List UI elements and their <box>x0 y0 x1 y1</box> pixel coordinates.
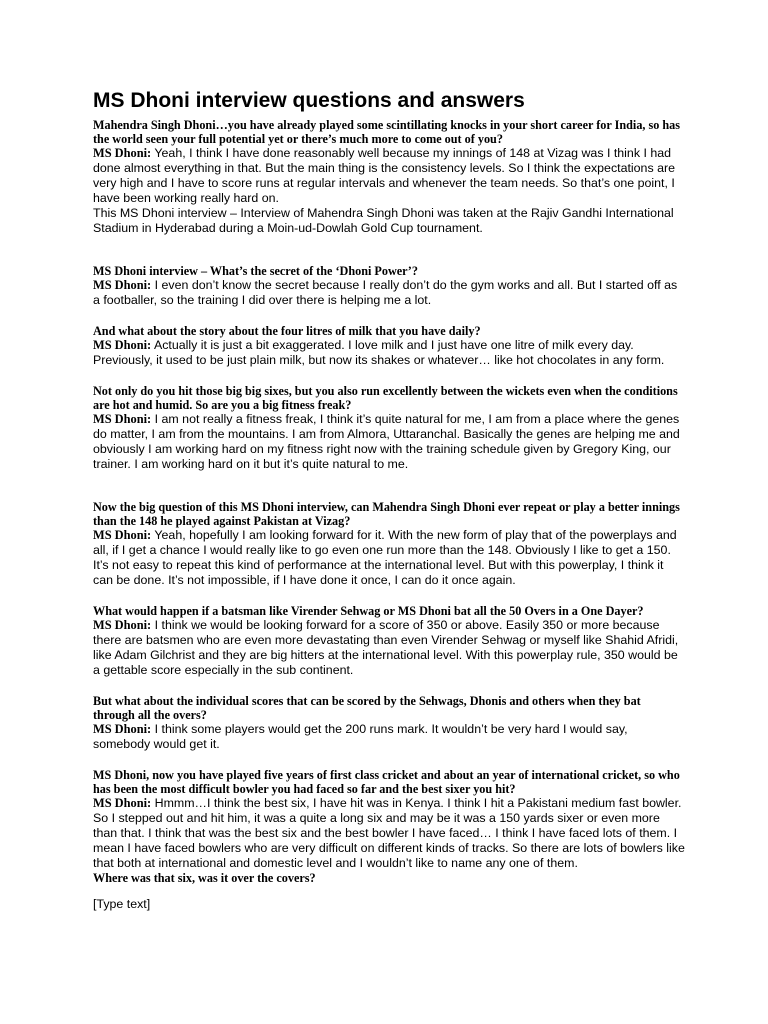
answer-7 <box>93 722 685 752</box>
answer-text-5: Yeah, hopefully I am looking forward for it. With the new form of play that of the powerplays and all, if I get a chance I would really like to go even one run more than the 148. Obviously I like to get a 150. It’s not easy to repeat this kind of performance at the international level. But with this powerplay, I think it can be done. It’s not impossible, if I have done it once, I can do it once again. <box>93 528 677 587</box>
question-2: MS Dhoni interview – What’s the secret of the ‘Dhoni Power’? <box>93 264 418 278</box>
answer-8 <box>93 796 685 871</box>
qa-block-4 <box>93 384 685 472</box>
answer-text-6: I think we would be looking forward for a score of 350 or above. Easily 350 or more because there are batsmen who are even more devastating than even Virender Sehwag or myself like Shahid Afridi, like Adam Gilchrist and they are big hitters at the international level. With this powerplay rule, 350 would be a gettable score especially in the sub continent. <box>93 618 679 677</box>
speaker-label: MS Dhoni: <box>93 618 152 632</box>
answer-text-3: Actually it is just a bit exaggerated. I love milk and I just have one litre of milk every day. Previously, it used to be just plain milk, but now its shakes or whatever… like hot chocolates in any form. <box>93 338 665 367</box>
speaker-label: MS Dhoni: <box>93 528 152 542</box>
speaker-label: MS Dhoni: <box>93 146 152 160</box>
qa-block-6 <box>93 604 685 678</box>
answer-text-1: Yeah, I think I have done reasonably well because my innings of 148 at Vizag was I think I had done almost everything in that. But the main thing is the consistency levels. So I think the expectations are very high and I have to score runs at regular intervals and whenever the team needs. So that’s one point, I have been working really hard on. <box>93 146 675 205</box>
answer-text-8: Hmmm…I think the best six, I have hit was in Kenya. I think I hit a Pakistani medium fast bowler. So I stepped out and hit him, it was a quite a long six and may be it was a 150 yards sixer or even more than that. I think that was the best six and the best bowler I have faced… I think I have faced lots of them. I mean I have faced bowlers who are very difficult on different kinds of tracks. So there are lots of bowlers like that both at international and domestic level and I wouldn’t like to name any one of them. <box>93 796 685 870</box>
qa-block-5 <box>93 500 685 588</box>
qa-block-3 <box>93 324 685 368</box>
followup-question: Where was that six, was it over the covers? <box>93 871 316 885</box>
question-4: Not only do you hit those big big sixes, but you also run excellently between the wickets even when the conditions are hot and humid. So are you a big fitness freak? <box>93 384 678 412</box>
answer-4 <box>93 412 685 472</box>
answer-text-2: I even don’t know the secret because I really don’t do the gym works and all. But I started off as a footballer, so the training I did over there is helping me a lot. <box>93 278 678 307</box>
answer-6 <box>93 618 685 678</box>
page-title: MS Dhoni interview questions and answers <box>93 89 525 112</box>
question-7: But what about the individual scores that can be scored by the Sehwags, Dhonis and others when they bat through all the overs? <box>93 694 641 722</box>
qa-block-7 <box>93 694 685 752</box>
qa-block-2 <box>93 264 685 308</box>
question-8: MS Dhoni, now you have played five years of first class cricket and about an year of international cricket, so who has been the most difficult bowler you had faced so far and the best sixer you hit? <box>93 768 680 796</box>
qa-block-8 <box>93 768 685 885</box>
footer-placeholder: [Type text] <box>93 897 151 911</box>
question-1: Mahendra Singh Dhoni…you have already played some scintillating knocks in your short career for India, so has the world seen your full potential yet or there’s much more to come out of you? <box>93 118 680 146</box>
qa-block-1 <box>93 118 685 236</box>
document-page <box>93 88 685 912</box>
question-3: And what about the story about the four litres of milk that you have daily? <box>93 324 481 338</box>
speaker-label: MS Dhoni: <box>93 338 152 352</box>
speaker-label: MS Dhoni: <box>93 722 152 736</box>
answer-text-7: I think some players would get the 200 runs mark. It wouldn’t be very hard I would say, somebody would get it. <box>93 722 628 751</box>
question-5: Now the big question of this MS Dhoni interview, can Mahendra Singh Dhoni ever repeat or play a better innings than the 148 he played against Pakistan at Vizag? <box>93 500 680 528</box>
answer-1 <box>93 146 685 206</box>
interview-note: This MS Dhoni interview – Interview of Mahendra Singh Dhoni was taken at the Rajiv Gandhi International Stadium in Hyderabad during a Moin-ud-Dowlah Gold Cup tournament. <box>93 206 674 235</box>
speaker-label: MS Dhoni: <box>93 412 152 426</box>
question-6: What would happen if a batsman like Virender Sehwag or MS Dhoni bat all the 50 Overs in a One Dayer? <box>93 604 644 618</box>
answer-text-4: I am not really a fitness freak, I think it’s quite natural for me, I am from a place where the genes do matter, I am from the mountains. I am from Almora, Uttaranchal. Basically the genes are helping me and obviously I am working hard on my fitness right now with the training schedule given by Gregory King, our trainer. I am working hard on it but it’s quite natural to me. <box>93 412 680 471</box>
speaker-label: MS Dhoni: <box>93 796 152 810</box>
speaker-label: MS Dhoni: <box>93 278 152 292</box>
answer-3 <box>93 338 685 368</box>
answer-5 <box>93 528 685 588</box>
answer-2 <box>93 278 685 308</box>
